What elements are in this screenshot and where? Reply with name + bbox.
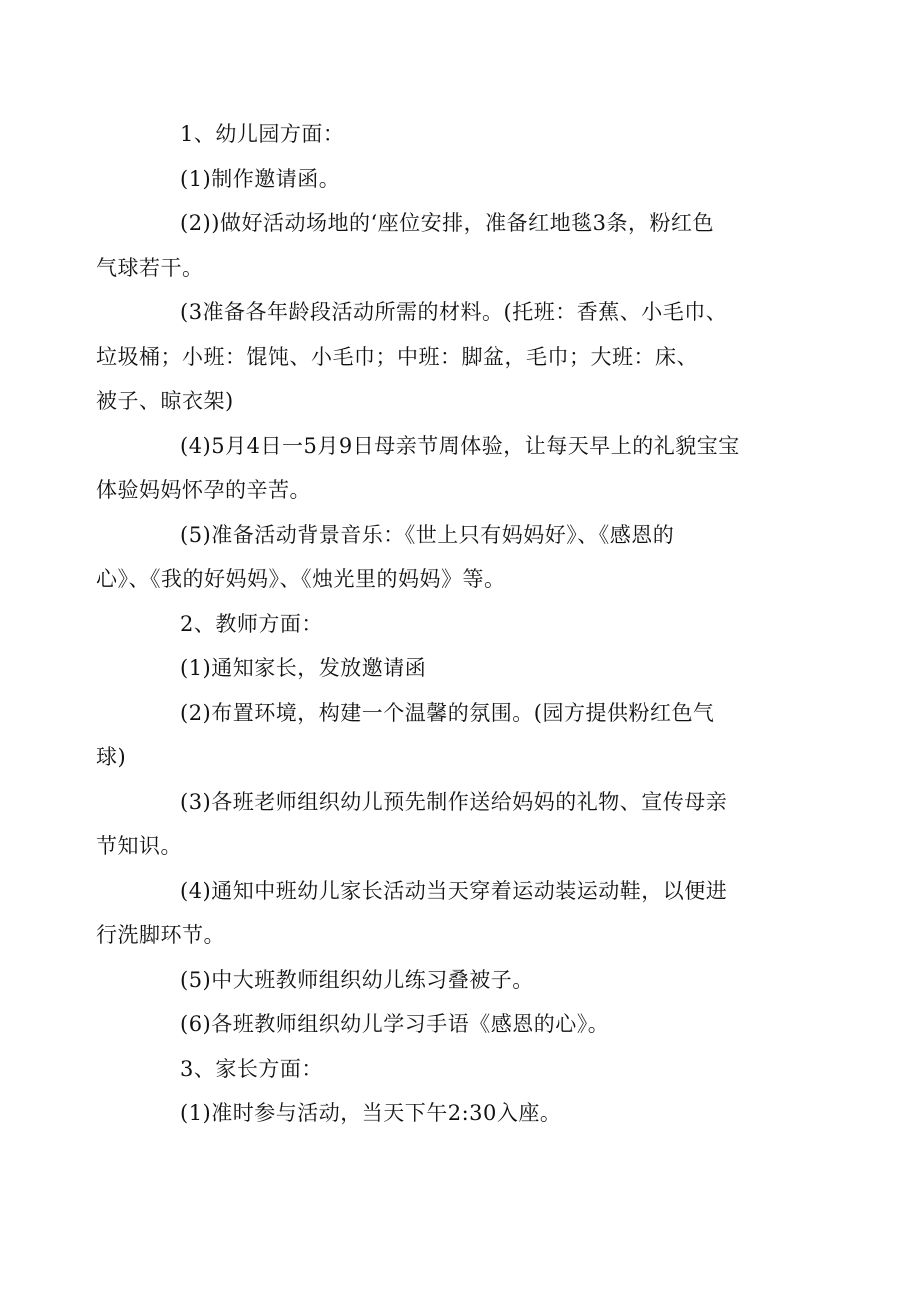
- heading-parents: [138, 1047, 788, 1092]
- item-gifts: [96, 780, 788, 869]
- text-line: (1)通知家长，发放邀请函: [180, 656, 427, 680]
- item-notify-parents: [138, 646, 788, 691]
- text-line: 行洗脚环节。: [96, 923, 225, 947]
- text-line: 球): [96, 745, 127, 769]
- text-line: 被子、晾衣架): [96, 389, 234, 413]
- item-invitation: [138, 157, 788, 202]
- text-line: 体验妈妈怀孕的辛苦。: [96, 478, 311, 502]
- text-line: 1、幼儿园方面：: [180, 122, 345, 146]
- text-line: 气球若干。: [96, 255, 204, 280]
- item-venue-seating: [96, 201, 788, 290]
- text-line: (2))做好活动场地的‘座位安排，准备红地毯3条，粉红色: [180, 211, 714, 235]
- text-line: 2、教师方面：: [180, 611, 323, 636]
- text-line: (3)各班老师组织幼儿预先制作送给妈妈的礼物、宣传母亲: [180, 789, 728, 814]
- text-line: 3、家长方面：: [180, 1056, 323, 1081]
- item-fold-quilt: [138, 958, 788, 1003]
- item-mothers-day-week: [96, 424, 788, 513]
- item-sign-language: [138, 1002, 788, 1047]
- item-environment: [96, 691, 788, 780]
- text-line: (4)5月4日一5月9日母亲节周体验，让每天早上的礼貌宝宝: [180, 433, 740, 458]
- item-background-music: [96, 513, 788, 602]
- text-line: (4)通知中班幼儿家长活动当天穿着运动装运动鞋，以便进: [180, 878, 728, 903]
- item-sports-wear: [96, 869, 788, 958]
- text-line: (5)准备活动背景音乐：《世上只有妈妈好》、《感恩的: [180, 522, 675, 547]
- text-line: (3准备各年龄段活动所需的材料。(托班：香蕉、小毛巾、: [180, 300, 728, 324]
- document-body: [96, 112, 788, 1136]
- text-line: (1)制作邀请函。: [180, 166, 341, 191]
- text-line: (6)各班教师组织幼儿学习手语《感恩的心》。: [180, 1012, 610, 1036]
- heading-teachers: [138, 602, 788, 647]
- heading-kindergarten: [138, 112, 788, 157]
- text-line: (5)中大班教师组织幼儿练习叠被子。: [180, 967, 534, 992]
- text-line: 垃圾桶；小班：馄饨、小毛巾；中班：脚盆，毛巾；大班：床、: [96, 344, 698, 369]
- item-materials: [96, 290, 788, 424]
- item-attend-on-time: [138, 1091, 788, 1136]
- text-line: 心》、《我的好妈妈》、《烛光里的妈妈》等。: [96, 567, 506, 591]
- text-line: (1)准时参与活动，当天下午2:30入座。: [180, 1101, 562, 1125]
- text-line: (2)布置环境，构建一个温馨的氛围。(园方提供粉红色气: [180, 700, 715, 725]
- text-line: 节知识。: [96, 834, 182, 858]
